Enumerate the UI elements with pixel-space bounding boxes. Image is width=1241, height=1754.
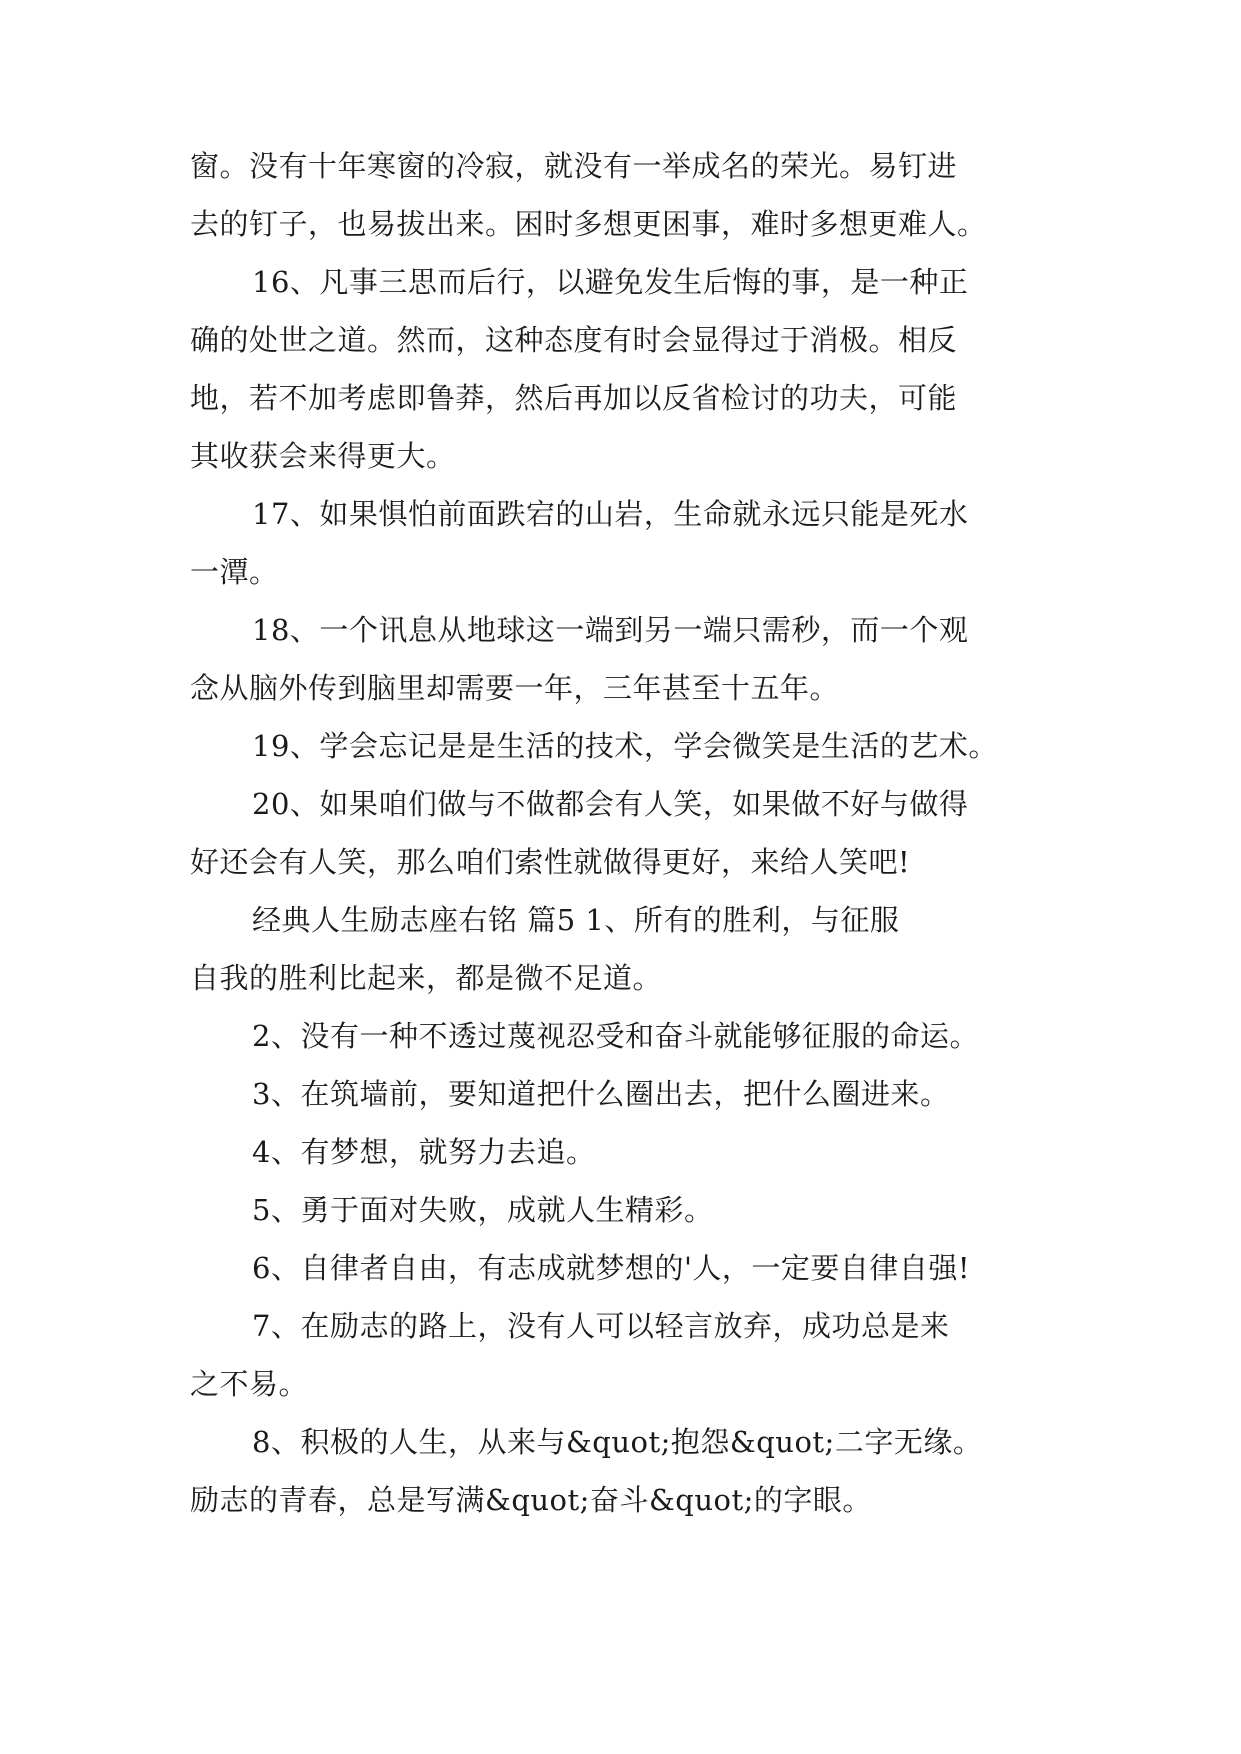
text-line: 17、如果惧怕前面跌宕的山岩，生命就永远只能是死水: [252, 497, 969, 531]
text-line: 地，若不加考虑即鲁莽，然后再加以反省检讨的功夫，可能: [190, 381, 958, 415]
text-line: 18、一个讯息从地球这一端到另一端只需秒，而一个观: [252, 613, 969, 647]
text-line: 8、积极的人生，从来与&quot;抱怨&quot;二字无缘。: [252, 1425, 983, 1459]
text-line: 20、如果咱们做与不做都会有人笑，如果做不好与做得: [252, 787, 969, 821]
text-line: 好还会有人笑，那么咱们索性就做得更好，来给人笑吧!: [190, 845, 911, 879]
text-line: 励志的青春，总是写满&quot;奋斗&quot;的字眼。: [190, 1483, 872, 1517]
text-line: 之不易。: [190, 1367, 309, 1401]
text-line: 3、在筑墙前，要知道把什么圈出去，把什么圈进来。: [252, 1077, 950, 1111]
text-line: 去的钉子，也易拔出来。困时多想更困事，难时多想更难人。: [190, 207, 987, 241]
text-line: 2、没有一种不透过蔑视忍受和奋斗就能够征服的命运。: [252, 1019, 979, 1053]
text-line: 念从脑外传到脑里却需要一年，三年甚至十五年。: [190, 671, 840, 705]
text-line: 7、在励志的路上，没有人可以轻言放弃，成功总是来: [252, 1309, 950, 1343]
text-line: 19、学会忘记是是生活的技术，学会微笑是生活的艺术。: [252, 729, 998, 763]
text-line: 16、凡事三思而后行，以避免发生后悔的事，是一种正: [252, 265, 969, 299]
text-line: 自我的胜利比起来，都是微不足道。: [190, 961, 663, 995]
text-line: 一潭。: [190, 555, 279, 589]
text-line: 5、勇于面对失败，成就人生精彩。: [252, 1193, 714, 1227]
section-heading-line: 经典人生励志座右铭 篇5 1、所有的胜利，与征服: [252, 903, 900, 937]
text-line: 6、自律者自由，有志成就梦想的'人，一定要自律自强!: [252, 1251, 971, 1285]
text-line: 确的处世之道。然而，这种态度有时会显得过于消极。相反: [190, 323, 958, 357]
text-line: 其收获会来得更大。: [190, 439, 456, 473]
text-line: 4、有梦想，就努力去追。: [252, 1135, 596, 1169]
text-line: 窗。没有十年寒窗的冷寂，就没有一举成名的荣光。易钉进: [190, 149, 958, 183]
